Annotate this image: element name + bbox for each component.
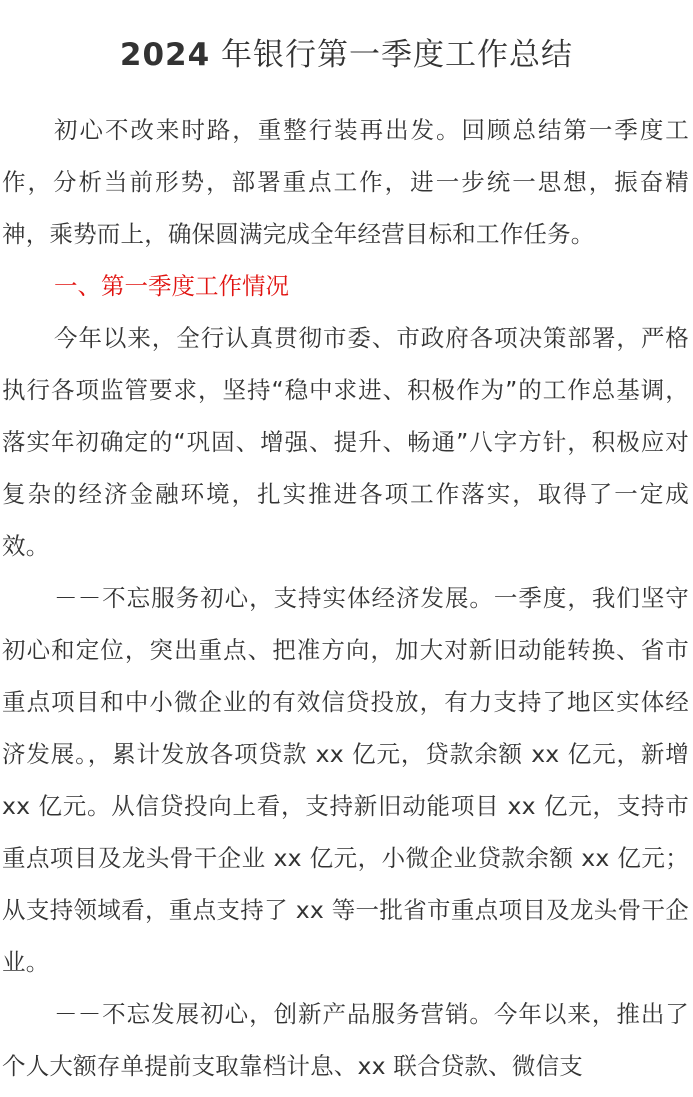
title-text: 年银行第一季度工作总结 (210, 37, 574, 73)
body-paragraph: －－不忘服务初心，支持实体经济发展。一季度，我们坚守初心和定位，突出重点、把准方向，加大对新旧动能转换、省市重点项目和中小微企业的有效信贷投放，有力支持了地区实体经济发展。，累计发放各项贷款 xx 亿元，贷款余额 xx 亿元，新增 xx 亿元。从信贷投向上看，支持新旧动能项目 xx 亿元，支持市重点项目及龙头骨干企业 xx 亿元，小微企业贷款余额 xx 亿元；从支持领域看，重点支持了 xx 等一批省市重点项目及龙头骨干企业。 (2, 584, 689, 976)
title-year: 2024 (119, 37, 211, 73)
document-body (0, 104, 693, 1092)
document-title (0, 0, 693, 80)
intro-paragraph: 初心不改来时路，重整行装再出发。回顾总结第一季度工作，分析当前形势，部署重点工作，进一步统一思想，振奋精神，乘势而上，确保圆满完成全年经营目标和工作任务。 (2, 116, 689, 248)
body-paragraph: 今年以来，全行认真贯彻市委、市政府各项决策部署，严格执行各项监管要求，坚持“稳中求进、积极作为”的工作总基调，落实年初确定的“巩固、增强、提升、畅通”八字方针，积极应对复杂的经济金融环境，扎实推进各项工作落实，取得了一定成效。 (2, 324, 689, 560)
body-paragraph: －－不忘发展初心，创新产品服务营销。今年以来，推出了个人大额存单提前支取靠档计息、xx 联合贷款、微信支 (2, 1000, 689, 1080)
section-heading: 一、第一季度工作情况 (54, 272, 289, 300)
